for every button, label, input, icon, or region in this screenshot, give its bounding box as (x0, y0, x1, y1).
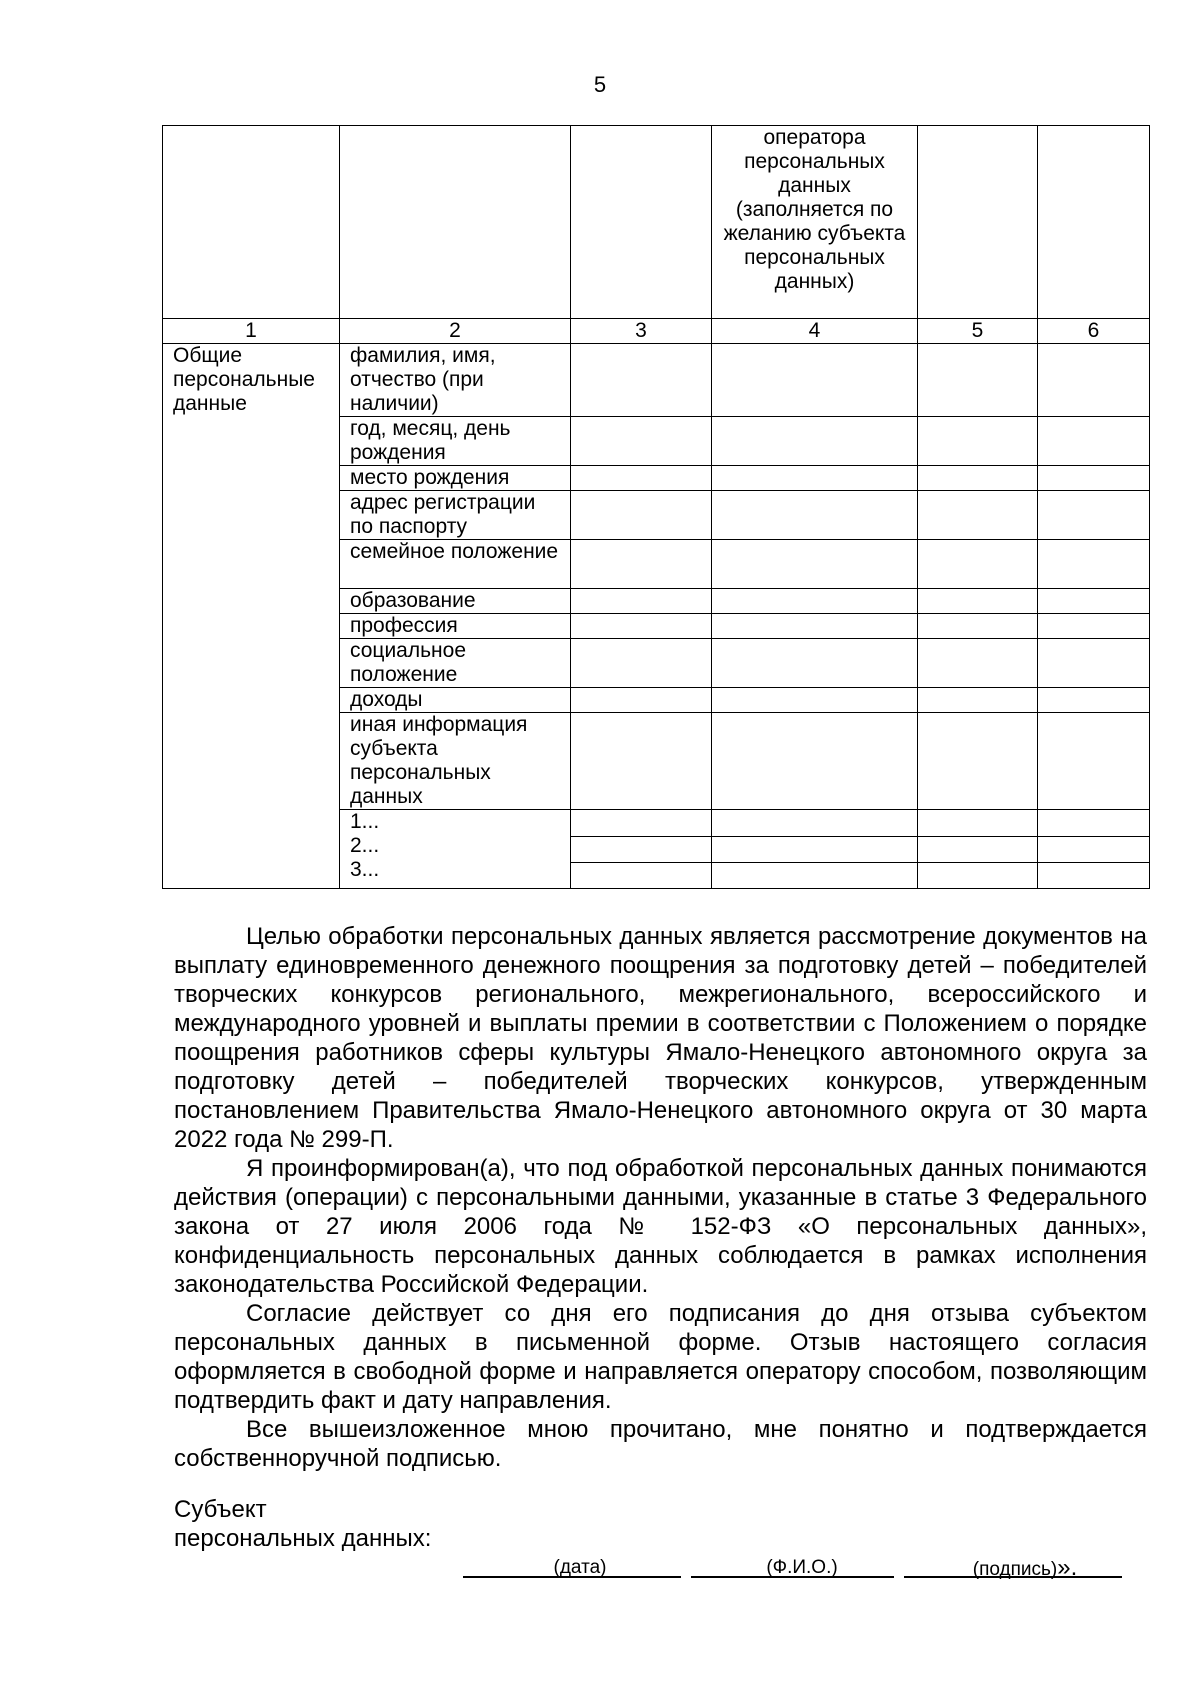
paragraph-purpose: Целью обработки персональных данных является рассмотрение документов на выплату единовременного денежного поощрения за подготовку детей – победителей творческих конкурсов регионального, межрегионального, всероссийского и международного уровней и выплаты премии в соответствии с Положением о порядке поощрения работников сферы культуры Ямало-Ненецкого автономного округа за подготовку детей – победителей творческих конкурсов, утвержденным постановлением Правительства Ямало-Ненецкого автономного округа от 30 марта 2022 года № 299-П. (174, 923, 1147, 1153)
column-number: 2 (340, 319, 571, 344)
item-cell: адрес регистрации по паспорту (340, 491, 571, 540)
header-cell-6 (1038, 126, 1150, 319)
column-number: 5 (918, 319, 1038, 344)
name-caption: (Ф.И.О.) (766, 1557, 838, 1578)
extra-items-cell (340, 810, 571, 889)
header-cell-2 (340, 126, 571, 319)
item-cell: семейное положение (340, 540, 571, 589)
item-cell: доходы (340, 688, 571, 713)
column-number-row (163, 319, 1150, 344)
column-number: 6 (1038, 319, 1150, 344)
paragraph-validity: Согласие действует со дня его подписания до дня отзыва субъектом персональных данных в письменной форме. Отзыв настоящего согласия оформляется в свободной форме и направляется оператору способом, позволяющим подтвердить факт и дату направления. (174, 1300, 1147, 1414)
item-cell: образование (340, 589, 571, 614)
item-cell: социальное положение (340, 639, 571, 688)
item-cell: год, месяц, день рождения (340, 417, 571, 466)
header-cell-4: оператора персональных данных (заполняется по желанию субъекта персональных данных) (712, 126, 918, 319)
signature-caption (960, 1556, 1090, 1582)
paragraph-confirmation: Все вышеизложенное мною прочитано, мне понятно и подтверждается собственноручной подписью. (174, 1416, 1147, 1472)
signature-caption-text: (подпись) (972, 1559, 1058, 1580)
column-number: 4 (712, 319, 918, 344)
extra-item: 1... (350, 810, 380, 833)
paragraph-informed: Я проинформирован(а), что под обработкой персональных данных понимаются действия (операции) с персональными данными, указанные в статье 3 Федерального закона от 27 июля 2006 года № 152-ФЗ «О персональных данных», конфиденциальность персональных данных соблюдается в рамках исполнения законодательства Российской Федерации. (174, 1155, 1147, 1298)
header-cell-3 (571, 126, 712, 319)
extra-item: 2... (350, 834, 380, 857)
signature-label (174, 1495, 431, 1553)
header-cell-5 (918, 126, 1038, 319)
consent-text (174, 922, 1147, 1473)
column-number: 1 (163, 319, 340, 344)
item-cell: иная информация субъекта персональных данных (340, 713, 571, 810)
closing-quote: ». (1057, 1554, 1078, 1581)
item-cell: место рождения (340, 466, 571, 491)
category-cell: Общие персональные данные (163, 344, 340, 889)
column-number: 3 (571, 319, 712, 344)
extra-item: 3... (350, 858, 380, 881)
signature-label-line2: персональных данных: (174, 1525, 432, 1552)
table-row (163, 344, 1150, 417)
item-cell: профессия (340, 614, 571, 639)
personal-data-table (162, 125, 1150, 889)
header-cell-1 (163, 126, 340, 319)
date-caption: (дата) (553, 1557, 607, 1578)
item-cell: фамилия, имя, отчество (при наличии) (340, 344, 571, 417)
signature-label-line1: Субъект (174, 1496, 267, 1523)
table-header-row (163, 126, 1150, 319)
page-number: 5 (593, 72, 607, 97)
